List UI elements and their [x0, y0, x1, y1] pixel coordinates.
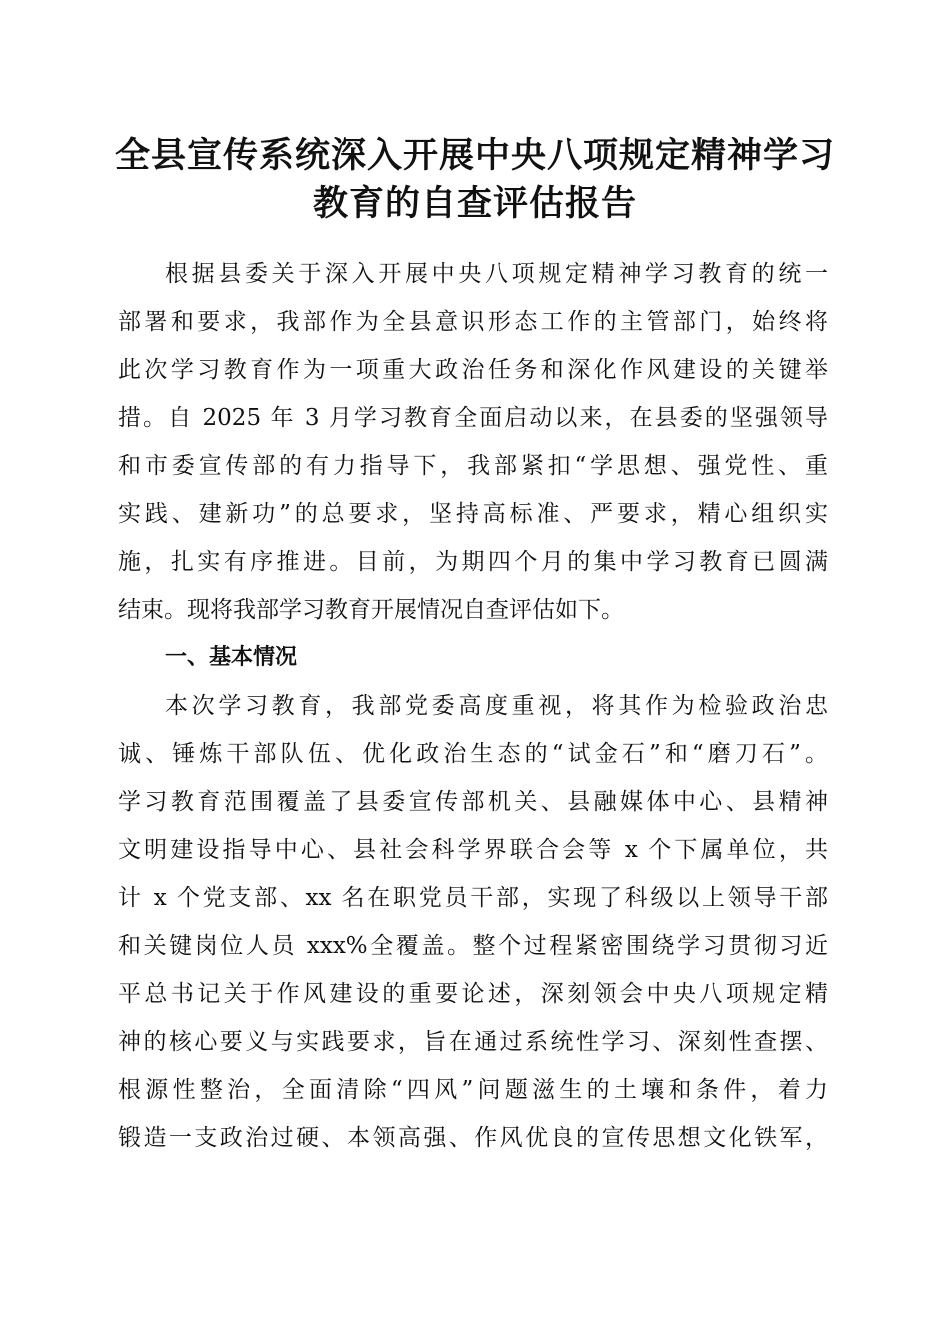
paragraph-2-line: 计 x 个党支部、xx 名在职党员干部，实现了科级以上领导干部 — [118, 885, 828, 911]
section-heading: 一、基本情况 — [165, 645, 298, 670]
paragraph-2-line: 神的核心要义与实践要求，旨在通过系统性学习、深刻性查摆、 — [118, 1029, 828, 1055]
paragraph-1-line: 根据县委关于深入开展中央八项规定精神学习教育的统一 — [165, 261, 828, 287]
paragraph-1-line: 部署和要求，我部作为全县意识形态工作的主管部门，始终将 — [118, 309, 828, 335]
document-body — [118, 250, 828, 1162]
title-line-2: 教育的自查评估报告 — [312, 183, 637, 224]
paragraph-1-line: 和市委宣传部的有力指导下，我部紧扣“学思想、强党性、重 — [118, 453, 828, 479]
paragraph-2-line: 文明建设指导中心、县社会科学界联合会等 x 个下属单位，共 — [118, 837, 828, 863]
document-title — [100, 132, 850, 228]
paragraph-1-line: 结束。现将我部学习教育开展情况自查评估如下。 — [118, 597, 624, 623]
paragraph-2-line: 学习教育范围覆盖了县委宣传部机关、县融媒体中心、县精神 — [118, 789, 828, 815]
paragraph-2-line: 本次学习教育，我部党委高度重视，将其作为检验政治忠 — [165, 693, 828, 719]
paragraph-1-line: 措。自 2025 年 3 月学习教育全面启动以来，在县委的坚强领导 — [118, 405, 828, 431]
paragraph-2-line: 诚、锤炼干部队伍、优化政治生态的“试金石”和“磨刀石”。 — [118, 741, 828, 767]
paragraph-1-line: 实践、建新功”的总要求，坚持高标准、严要求，精心组织实 — [118, 501, 828, 527]
paragraph-2-line: 和关键岗位人员 xxx%全覆盖。整个过程紧密围绕学习贯彻习近 — [118, 933, 828, 959]
paragraph-1-line: 此次学习教育作为一项重大政治任务和深化作风建设的关键举 — [118, 357, 828, 383]
paragraph-2-line: 根源性整治，全面清除“四风”问题滋生的土壤和条件，着力 — [118, 1077, 828, 1103]
paragraph-1-line: 施，扎实有序推进。目前，为期四个月的集中学习教育已圆满 — [118, 549, 828, 575]
paragraph-2-line: 平总书记关于作风建设的重要论述，深刻领会中央八项规定精 — [118, 981, 828, 1007]
paragraph-2-line: 锻造一支政治过硬、本领高强、作风优良的宣传思想文化铁军， — [118, 1125, 828, 1151]
title-line-1: 全县宣传系统深入开展中央八项规定精神学习 — [114, 135, 835, 176]
